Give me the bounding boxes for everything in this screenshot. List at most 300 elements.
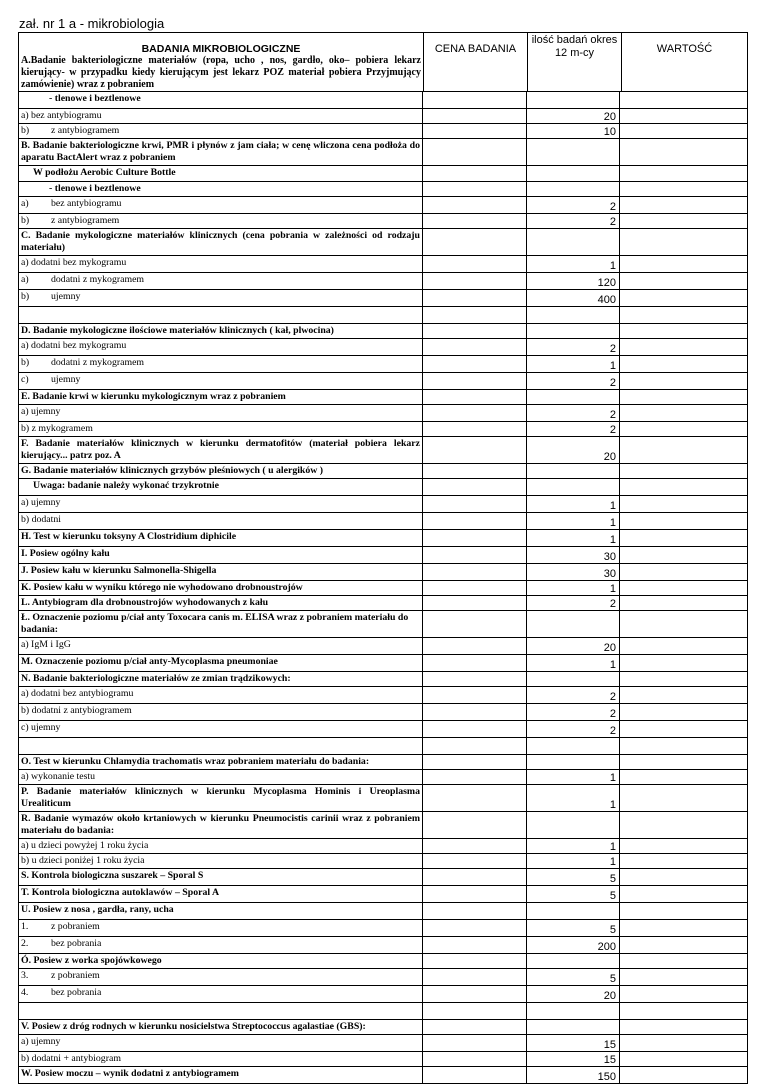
row-value-cell[interactable]	[620, 324, 747, 338]
row-description	[19, 954, 423, 968]
price-column-header: CENA BADANIA	[434, 43, 517, 55]
row-value-cell[interactable]	[620, 339, 747, 355]
row-text: R. Badanie wymazów około krtaniowych w kierunku Pneumocistis carinii wraz z pobraniem materiału do badania:	[21, 813, 420, 836]
row-value-cell[interactable]	[620, 139, 747, 165]
row-price-cell[interactable]	[423, 547, 527, 563]
row-text: N. Badanie bakteriologiczne materiałów ze zmian trądzikowych:	[21, 673, 291, 684]
table-row	[19, 581, 747, 596]
table-row	[19, 738, 747, 755]
row-qty: 1	[609, 583, 616, 595]
table-row	[19, 785, 747, 812]
row-value-cell[interactable]	[620, 197, 747, 213]
row-value-cell[interactable]	[620, 596, 747, 610]
row-description	[19, 704, 423, 720]
row-price-cell[interactable]	[423, 755, 527, 769]
table-row	[19, 721, 747, 738]
row-text: z pobraniem	[51, 970, 100, 981]
row-qty-cell	[527, 1067, 620, 1083]
header-qty-cell	[528, 33, 622, 91]
row-qty-cell	[527, 496, 620, 512]
table-row	[19, 290, 747, 307]
row-price-cell[interactable]	[423, 124, 527, 138]
row-qty: 1	[609, 799, 616, 811]
row-text: c) ujemny	[21, 722, 61, 733]
row-value-cell[interactable]	[620, 390, 747, 404]
row-description	[19, 937, 423, 953]
row-price-cell[interactable]	[423, 307, 527, 323]
row-text: J. Posiew kału w kierunku Salmonella-Shigella	[21, 565, 217, 576]
row-value-cell[interactable]	[620, 530, 747, 546]
row-value-cell[interactable]	[620, 1067, 747, 1083]
row-price-cell[interactable]	[423, 1003, 527, 1019]
table-row	[19, 139, 747, 166]
row-value-cell[interactable]	[620, 273, 747, 289]
row-qty-cell	[527, 324, 620, 338]
row-text: T. Kontrola biologiczna autoklawów – Sporal A	[21, 887, 220, 898]
row-list-key: b)	[21, 215, 30, 226]
row-description	[19, 513, 423, 529]
row-qty-cell	[527, 611, 620, 637]
row-value-cell[interactable]	[620, 770, 747, 784]
row-description	[19, 903, 423, 919]
table-row	[19, 547, 747, 564]
row-value-cell[interactable]	[620, 886, 747, 902]
row-price-cell[interactable]	[423, 869, 527, 885]
table-row	[19, 854, 747, 869]
row-qty: 2	[609, 598, 616, 610]
row-description	[19, 92, 423, 108]
row-price-cell[interactable]	[423, 1052, 527, 1066]
row-value-cell[interactable]	[620, 182, 747, 196]
row-value-cell[interactable]	[620, 229, 747, 255]
row-qty-cell	[527, 755, 620, 769]
row-qty-cell	[527, 721, 620, 737]
table-row	[19, 969, 747, 986]
row-value-cell[interactable]	[620, 564, 747, 580]
row-list-key: 3.	[21, 970, 29, 981]
table-row	[19, 770, 747, 785]
row-value-cell[interactable]	[620, 738, 747, 754]
row-qty-cell	[527, 530, 620, 546]
row-price-cell[interactable]	[423, 373, 527, 389]
row-value-cell[interactable]	[620, 812, 747, 838]
row-text: F. Badanie materiałów klinicznych w kierunku dermatofitów (materiał pobiera lekarz kierujący... patrz poz. A	[21, 438, 420, 461]
row-price-cell[interactable]	[423, 1035, 527, 1051]
row-list-key: b)	[21, 125, 30, 136]
row-qty-cell	[527, 390, 620, 404]
row-text: bez pobrania	[51, 938, 102, 949]
row-price-cell[interactable]	[423, 390, 527, 404]
table-row	[19, 920, 747, 937]
row-price-cell[interactable]	[423, 437, 527, 463]
row-price-cell[interactable]	[423, 256, 527, 272]
row-value-cell[interactable]	[620, 373, 747, 389]
row-text: Uwaga: badanie należy wykonać trzykrotnie	[33, 480, 219, 491]
row-qty-cell	[527, 307, 620, 323]
row-qty-cell	[527, 704, 620, 720]
row-text: b) u dzieci poniżej 1 roku życia	[21, 855, 145, 866]
table-row	[19, 496, 747, 513]
row-price-cell[interactable]	[423, 596, 527, 610]
table-row	[19, 530, 747, 547]
row-price-cell[interactable]	[423, 339, 527, 355]
row-qty: 1	[609, 517, 616, 529]
row-qty: 5	[609, 890, 616, 902]
row-price-cell[interactable]	[423, 513, 527, 529]
row-text: - tlenowe i beztlenowe	[49, 183, 141, 194]
row-text: U. Posiew z nosa , gardła, rany, ucha	[21, 904, 174, 915]
row-price-cell[interactable]	[423, 1067, 527, 1083]
row-description	[19, 611, 423, 637]
qty-column-header	[528, 34, 621, 60]
row-list-key: 4.	[21, 987, 29, 998]
row-value-cell[interactable]	[620, 1020, 747, 1034]
row-price-cell[interactable]	[423, 687, 527, 703]
row-text: S. Kontrola biologiczna suszarek – Sporal S	[21, 870, 204, 881]
row-description	[19, 214, 423, 228]
row-description	[19, 356, 423, 372]
row-value-cell[interactable]	[620, 479, 747, 495]
row-price-cell[interactable]	[423, 324, 527, 338]
row-text: I. Posiew ogólny kału	[21, 548, 110, 559]
row-price-cell[interactable]	[423, 770, 527, 784]
table-row	[19, 256, 747, 273]
row-description	[19, 920, 423, 936]
row-value-cell[interactable]	[620, 290, 747, 306]
row-qty-cell	[527, 256, 620, 272]
row-price-cell[interactable]	[423, 785, 527, 811]
table-row	[19, 1052, 747, 1067]
row-qty-cell	[527, 655, 620, 671]
row-description	[19, 672, 423, 686]
row-qty: 2	[609, 216, 616, 228]
row-qty-cell	[527, 770, 620, 784]
value-column-header: WARTOŚĆ	[656, 43, 713, 55]
row-price-cell[interactable]	[423, 738, 527, 754]
header-price-cell	[424, 33, 528, 91]
row-value-cell[interactable]	[620, 1035, 747, 1051]
row-description	[19, 785, 423, 811]
row-price-cell[interactable]	[423, 704, 527, 720]
row-price-cell[interactable]	[423, 464, 527, 478]
table-row	[19, 356, 747, 373]
row-price-cell[interactable]	[423, 405, 527, 421]
row-description	[19, 256, 423, 272]
row-description	[19, 166, 423, 181]
row-qty: 15	[603, 1054, 616, 1066]
row-qty-cell	[527, 785, 620, 811]
row-value-cell[interactable]	[620, 954, 747, 968]
row-qty-cell	[527, 812, 620, 838]
row-text: b) dodatni	[21, 514, 61, 525]
row-price-cell[interactable]	[423, 139, 527, 165]
row-text: L. Antybiogram dla drobnoustrojów wyhodowanych z kału	[21, 597, 269, 608]
table-row	[19, 655, 747, 672]
qty-header-line2: 12 m-cy	[554, 47, 595, 59]
row-qty-cell	[527, 166, 620, 181]
row-qty: 30	[603, 568, 616, 580]
table-row	[19, 479, 747, 496]
row-text: a) ujemny	[21, 497, 61, 508]
row-description	[19, 770, 423, 784]
row-qty-cell	[527, 954, 620, 968]
row-value-cell[interactable]	[620, 672, 747, 686]
row-description	[19, 422, 423, 436]
row-description	[19, 655, 423, 671]
table-row	[19, 564, 747, 581]
row-qty: 20	[603, 642, 616, 654]
row-price-cell[interactable]	[423, 721, 527, 737]
row-description	[19, 738, 423, 754]
row-value-cell[interactable]	[620, 755, 747, 769]
row-text: a) ujemny	[21, 1036, 61, 1047]
row-value-cell[interactable]	[620, 356, 747, 372]
row-value-cell[interactable]	[620, 581, 747, 595]
row-qty: 2	[609, 409, 616, 421]
row-value-cell[interactable]	[620, 704, 747, 720]
row-list-key: 2.	[21, 938, 29, 949]
row-price-cell[interactable]	[423, 854, 527, 868]
row-price-cell[interactable]	[423, 581, 527, 595]
row-list-key: a)	[21, 198, 29, 209]
row-price-cell[interactable]	[423, 92, 527, 108]
row-text: ujemny	[51, 291, 81, 302]
table-row	[19, 92, 747, 109]
row-qty: 20	[603, 990, 616, 1002]
row-price-cell[interactable]	[423, 109, 527, 123]
row-price-cell[interactable]	[423, 290, 527, 306]
row-description	[19, 390, 423, 404]
row-qty-cell	[527, 1052, 620, 1066]
row-description	[19, 638, 423, 654]
row-description	[19, 1035, 423, 1051]
row-price-cell[interactable]	[423, 638, 527, 654]
table-row	[19, 937, 747, 954]
row-qty: 400	[597, 294, 616, 306]
row-qty: 150	[597, 1071, 616, 1083]
row-price-cell[interactable]	[423, 655, 527, 671]
row-price-cell[interactable]	[423, 422, 527, 436]
row-value-cell[interactable]	[620, 513, 747, 529]
row-text: z antybiogramem	[51, 215, 120, 226]
table-header	[19, 33, 747, 92]
row-value-cell[interactable]	[620, 1052, 747, 1066]
row-price-cell[interactable]	[423, 564, 527, 580]
row-price-cell[interactable]	[423, 356, 527, 372]
row-value-cell[interactable]	[620, 547, 747, 563]
row-qty-cell	[527, 356, 620, 372]
row-qty: 120	[597, 277, 616, 289]
row-value-cell[interactable]	[620, 611, 747, 637]
document-title: zał. nr 1 a - mikrobiologia	[19, 16, 165, 31]
row-price-cell[interactable]	[423, 920, 527, 936]
row-description	[19, 581, 423, 595]
row-text: dodatni z mykogramem	[51, 357, 145, 368]
row-value-cell[interactable]	[620, 405, 747, 421]
row-value-cell[interactable]	[620, 92, 747, 108]
row-qty-cell	[527, 197, 620, 213]
row-price-cell[interactable]	[423, 1020, 527, 1034]
row-value-cell[interactable]	[620, 638, 747, 654]
row-qty: 1	[609, 534, 616, 546]
row-text: a) IgM i IgG	[21, 639, 71, 650]
row-value-cell[interactable]	[620, 214, 747, 228]
table-row	[19, 839, 747, 854]
row-value-cell[interactable]	[620, 869, 747, 885]
row-text: O. Test w kierunku Chlamydia trachomatis wraz pobraniem materiału do badania:	[21, 756, 370, 767]
table-row	[19, 324, 747, 339]
row-qty: 1	[609, 360, 616, 372]
row-price-cell[interactable]	[423, 496, 527, 512]
row-qty-cell	[527, 373, 620, 389]
row-qty-cell	[527, 273, 620, 289]
table-row	[19, 182, 747, 197]
row-qty: 1	[609, 841, 616, 853]
table-row	[19, 214, 747, 229]
row-qty-cell	[527, 464, 620, 478]
row-value-cell[interactable]	[620, 969, 747, 985]
row-qty: 2	[609, 377, 616, 389]
table-row	[19, 812, 747, 839]
table-row	[19, 513, 747, 530]
row-price-cell[interactable]	[423, 182, 527, 196]
row-price-cell[interactable]	[423, 197, 527, 213]
row-qty: 5	[609, 924, 616, 936]
row-qty-cell	[527, 214, 620, 228]
row-value-cell[interactable]	[620, 721, 747, 737]
row-value-cell[interactable]	[620, 307, 747, 323]
row-value-cell[interactable]	[620, 903, 747, 919]
row-text: K. Posiew kału w wyniku którego nie wyhodowano drobnoustrojów	[21, 582, 303, 593]
row-value-cell[interactable]	[620, 839, 747, 853]
table-row	[19, 339, 747, 356]
table-row	[19, 869, 747, 886]
row-text: P. Badanie materiałów klinicznych w kierunku Mycoplasma Hominis i Ureoplasma Urealiticum	[21, 786, 420, 809]
row-qty-cell	[527, 854, 620, 868]
row-value-cell[interactable]	[620, 496, 747, 512]
table-row	[19, 1067, 747, 1084]
row-qty-cell	[527, 422, 620, 436]
row-text: a) dodatni bez mykogramu	[21, 340, 127, 351]
row-qty-cell	[527, 687, 620, 703]
row-description	[19, 109, 423, 123]
row-text: a) u dzieci powyżej 1 roku życia	[21, 840, 149, 851]
row-value-cell[interactable]	[620, 464, 747, 478]
row-value-cell[interactable]	[620, 986, 747, 1002]
row-description	[19, 721, 423, 737]
row-value-cell[interactable]	[620, 422, 747, 436]
row-text: a) wykonanie testu	[21, 771, 95, 782]
row-price-cell[interactable]	[423, 937, 527, 953]
row-text: a) dodatni bez mykogramu	[21, 257, 127, 268]
table-row	[19, 986, 747, 1003]
row-qty-cell	[527, 405, 620, 421]
row-description	[19, 290, 423, 306]
row-description	[19, 496, 423, 512]
row-description	[19, 755, 423, 769]
row-price-cell[interactable]	[423, 229, 527, 255]
row-price-cell[interactable]	[423, 812, 527, 838]
row-price-cell[interactable]	[423, 839, 527, 853]
row-price-cell[interactable]	[423, 273, 527, 289]
row-qty: 1	[609, 659, 616, 671]
row-text: B. Badanie bakteriologiczne krwi, PMR i płynów z jam ciała; w cenę wliczona cena podłoża do aparatu BactAlert wraz z pobraniem	[21, 140, 420, 163]
row-price-cell[interactable]	[423, 954, 527, 968]
row-value-cell[interactable]	[620, 785, 747, 811]
row-value-cell[interactable]	[620, 937, 747, 953]
row-qty-cell	[527, 638, 620, 654]
row-qty-cell	[527, 886, 620, 902]
row-list-key: b)	[21, 291, 30, 302]
row-text: b) dodatni z antybiogramem	[21, 705, 132, 716]
header-value-cell	[622, 33, 747, 91]
row-text: a) dodatni bez antybiogramu	[21, 688, 134, 699]
row-description	[19, 197, 423, 213]
row-qty-cell	[527, 672, 620, 686]
table-row	[19, 886, 747, 903]
table-row	[19, 596, 747, 611]
table-row	[19, 464, 747, 479]
row-description	[19, 530, 423, 546]
row-description	[19, 405, 423, 421]
row-value-cell[interactable]	[620, 256, 747, 272]
row-qty: 2	[609, 725, 616, 737]
row-qty-cell	[527, 1035, 620, 1051]
row-value-cell[interactable]	[620, 166, 747, 181]
row-price-cell[interactable]	[423, 530, 527, 546]
row-qty: 1	[609, 772, 616, 784]
row-price-cell[interactable]	[423, 214, 527, 228]
table-row	[19, 390, 747, 405]
row-value-cell[interactable]	[620, 124, 747, 138]
row-price-cell[interactable]	[423, 166, 527, 181]
row-price-cell[interactable]	[423, 986, 527, 1002]
row-value-cell[interactable]	[620, 854, 747, 868]
row-qty-cell	[527, 547, 620, 563]
row-price-cell[interactable]	[423, 672, 527, 686]
row-value-cell[interactable]	[620, 655, 747, 671]
table-body	[19, 92, 747, 1084]
row-value-cell[interactable]	[620, 437, 747, 463]
row-description	[19, 969, 423, 985]
row-description	[19, 986, 423, 1002]
row-value-cell[interactable]	[620, 109, 747, 123]
row-description	[19, 547, 423, 563]
row-description	[19, 479, 423, 495]
row-price-cell[interactable]	[423, 903, 527, 919]
row-price-cell[interactable]	[423, 886, 527, 902]
table-row	[19, 1035, 747, 1052]
table-row	[19, 611, 747, 638]
row-value-cell[interactable]	[620, 920, 747, 936]
table-row	[19, 307, 747, 324]
row-value-cell[interactable]	[620, 687, 747, 703]
row-price-cell[interactable]	[423, 611, 527, 637]
row-qty: 2	[609, 343, 616, 355]
row-qty: 15	[603, 1039, 616, 1051]
row-description	[19, 687, 423, 703]
row-value-cell[interactable]	[620, 1003, 747, 1019]
row-qty: 10	[603, 126, 616, 138]
row-qty: 200	[597, 941, 616, 953]
row-text: D. Badanie mykologiczne ilościowe materiałów klinicznych ( kał, plwocina)	[21, 325, 334, 336]
row-price-cell[interactable]	[423, 969, 527, 985]
row-description	[19, 182, 423, 196]
table-row	[19, 954, 747, 969]
row-list-key: c)	[21, 374, 29, 385]
table-row	[19, 755, 747, 770]
row-price-cell[interactable]	[423, 479, 527, 495]
